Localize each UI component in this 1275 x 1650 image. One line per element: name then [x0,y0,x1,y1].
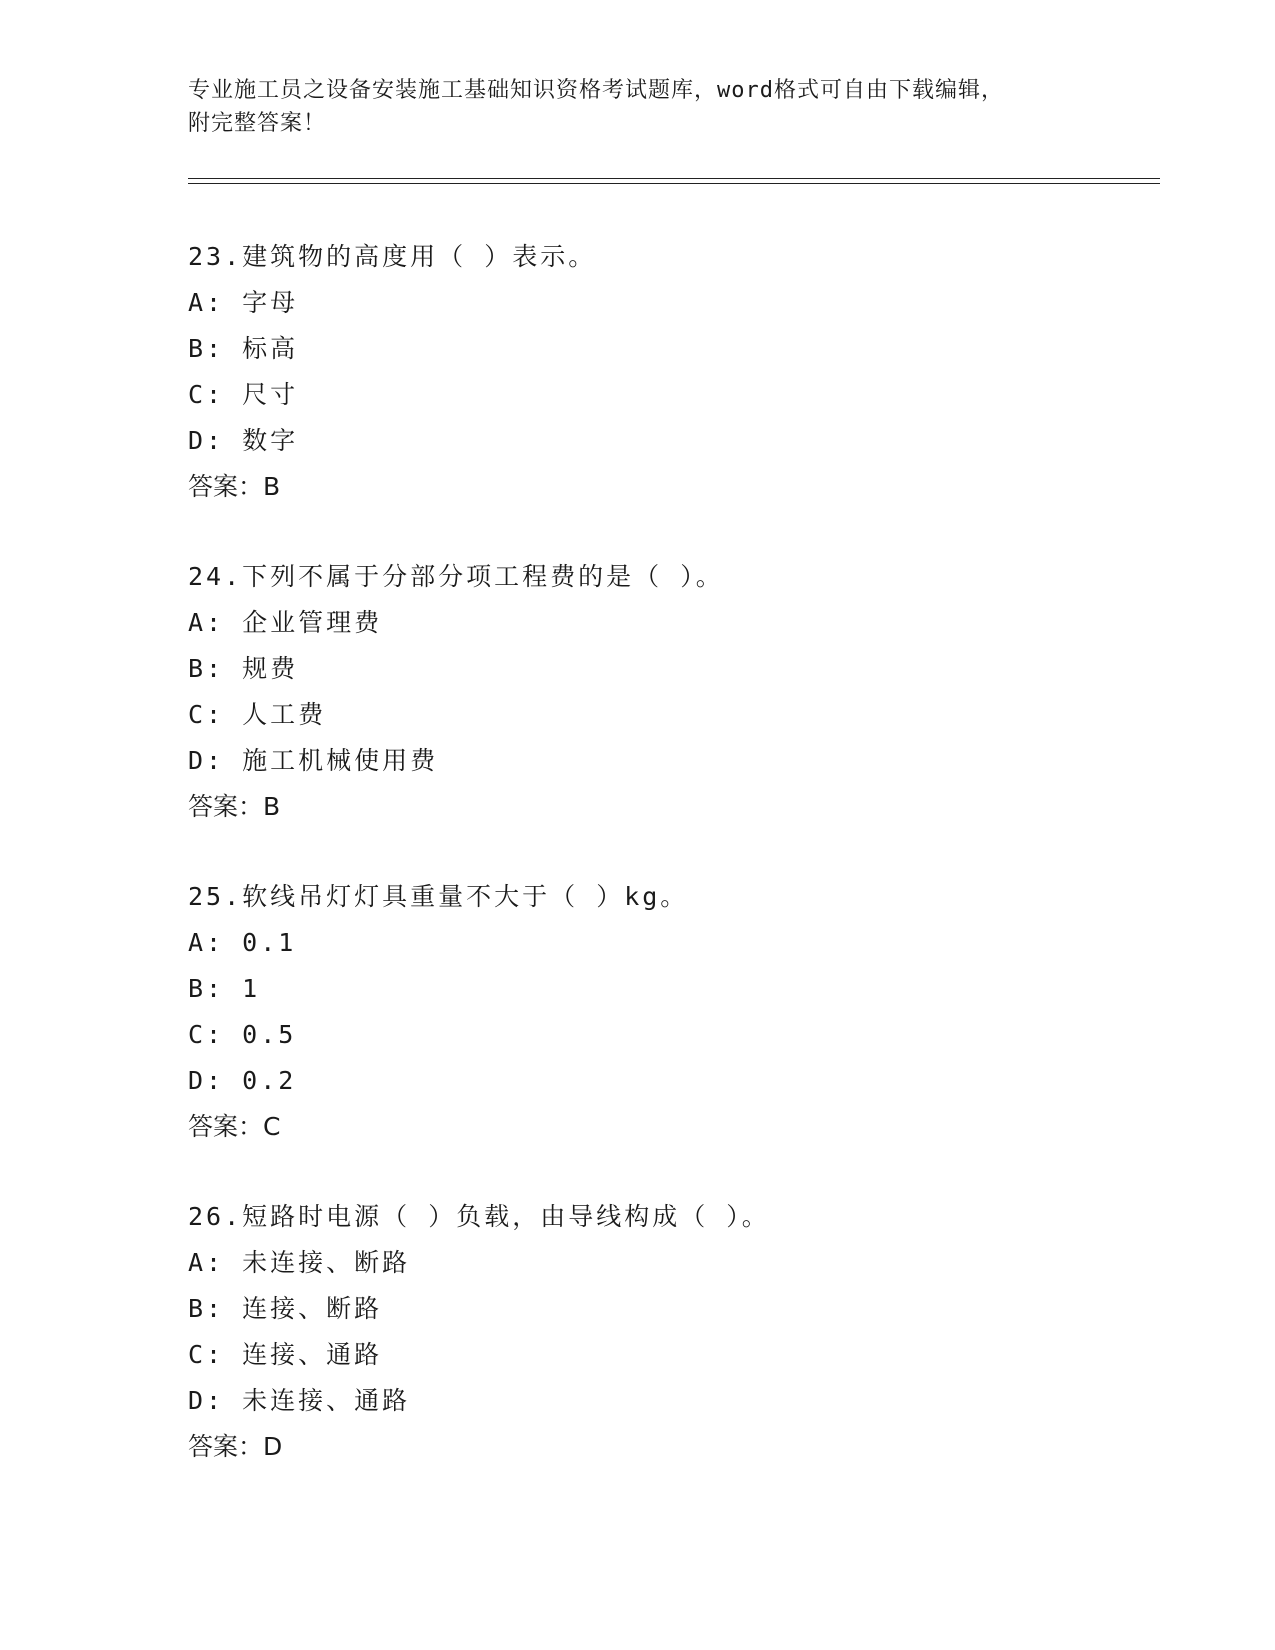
option-d: D: 数字 [188,426,299,455]
question-stem: 26.短路时电源（ ）负载，由导线构成（ ）。 [188,1202,770,1231]
question-24 [188,554,1138,830]
header-line-2: 附完整答案！ [188,111,327,136]
answer-label: 答案：B [188,472,281,501]
question-stem: 24.下列不属于分部分项工程费的是（ ）。 [188,562,724,591]
question-26 [188,1194,1138,1470]
option-b: B: 规费 [188,654,299,683]
question-stem: 25.软线吊灯灯具重量不大于（ ）kg。 [188,882,689,911]
option-c: C: 人工费 [188,700,327,729]
answer-label: 答案：C [188,1112,281,1141]
option-d: D: 施工机械使用费 [188,746,439,775]
question-23 [188,234,1138,510]
question-25 [188,874,1138,1150]
option-d: D: 0.2 [188,1066,297,1095]
option-a: A: 企业管理费 [188,608,383,637]
option-b: B: 连接、断路 [188,1294,383,1323]
question-stem: 23.建筑物的高度用（ ）表示。 [188,242,597,271]
option-b: B: 标高 [188,334,299,363]
option-c: C: 连接、通路 [188,1340,383,1369]
option-a: A: 未连接、断路 [188,1248,411,1277]
option-a: A: 字母 [188,288,299,317]
answer-label: 答案：B [188,792,281,821]
header-divider-bottom [188,183,1160,184]
document-header [188,74,1068,140]
answer-label: 答案：D [188,1432,283,1461]
option-b: B: 1 [188,974,261,1003]
header-divider-top [188,178,1160,179]
header-line-1: 专业施工员之设备安装施工基础知识资格考试题库，word格式可自由下载编辑， [188,78,1004,103]
option-c: C: 尺寸 [188,380,299,409]
option-a: A: 0.1 [188,928,297,957]
option-d: D: 未连接、通路 [188,1386,411,1415]
option-c: C: 0.5 [188,1020,297,1049]
